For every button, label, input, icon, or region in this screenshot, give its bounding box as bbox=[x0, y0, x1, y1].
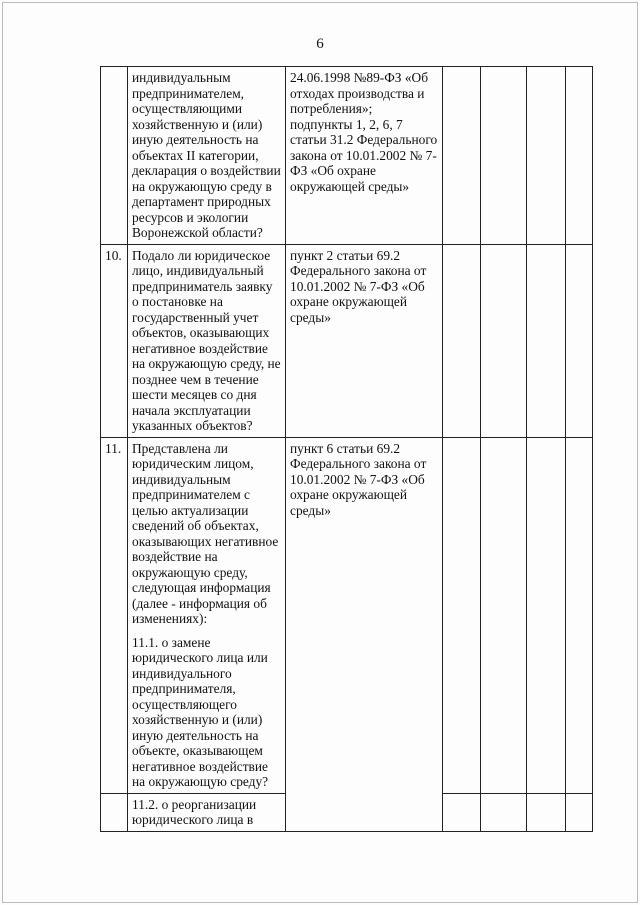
question-cell bbox=[128, 244, 286, 437]
answer-cell bbox=[481, 793, 527, 831]
answer-cell bbox=[566, 437, 593, 793]
question-text: Подало ли юридическое лицо, индивидуальный предприниматель заявку о постановке на государственный учет объектов, оказывающих негативное воздействие на окружающую среду, не позднее чем в течение шести месяцев со дня начала эксплуатации указанных объектов? bbox=[132, 247, 281, 433]
answer-cell bbox=[527, 67, 566, 245]
question-text: 11.2. о реорганизации юридического лица в bbox=[132, 796, 257, 827]
answer-cell bbox=[481, 67, 527, 245]
question-cell bbox=[128, 793, 286, 831]
row-number: 10. bbox=[101, 244, 128, 437]
row-number bbox=[101, 67, 128, 245]
answer-cell bbox=[566, 67, 593, 245]
subquestion-text: 11.1. о замене юридического лица или индивидуального предпринимателя, осуществляющего хозяйственную и (или) иную деятельность на объекте, оказывающем негативное воздействие на окружающую среду? bbox=[132, 634, 269, 789]
question-cell bbox=[128, 67, 286, 245]
answer-cell bbox=[527, 244, 566, 437]
answer-cell bbox=[481, 244, 527, 437]
answer-cell bbox=[527, 437, 566, 793]
answer-cell bbox=[566, 793, 593, 831]
legal-reference: пункт 6 статьи 69.2 Федерального закона от 10.01.2002 № 7-ФЗ «Об охране окружающей среды» bbox=[286, 437, 443, 831]
legal-reference: пункт 2 статьи 69.2 Федерального закона от 10.01.2002 № 7-ФЗ «Об охране окружающей среды» bbox=[286, 244, 443, 437]
table-row bbox=[101, 244, 593, 437]
row-number: 11. bbox=[101, 437, 128, 793]
question-text: Представлена ли юридическим лицом, индивидуальным предпринимателем с целью актуализации сведений об объектах, оказывающих негативное воздействие на окружающую среду, следующая информация (далее - информация об изменениях): bbox=[132, 440, 279, 626]
question-cell bbox=[128, 437, 286, 793]
table-row bbox=[101, 67, 593, 245]
answer-cell bbox=[566, 244, 593, 437]
legal-reference: 24.06.1998 №89-ФЗ «Об отходах производства и потребления»; подпункты 1, 2, 6, 7 статьи 31.2 Федерального закона от 10.01.2002 № 7-ФЗ «Об охране окружающей среды» bbox=[286, 67, 443, 245]
answer-cell bbox=[443, 244, 481, 437]
page-number: 6 bbox=[316, 36, 324, 52]
row-number bbox=[101, 793, 128, 831]
table-row bbox=[101, 437, 593, 793]
answer-cell bbox=[443, 793, 481, 831]
answer-cell bbox=[481, 437, 527, 793]
answer-cell bbox=[443, 67, 481, 245]
question-text: индивидуальным предпринимателем, осуществляющими хозяйственную и (или) иную деятельность на объектах II категории, декларация о воздействии на окружающую среду в департамент природных ресурсов и экологии Воронежской области? bbox=[132, 70, 281, 240]
checklist-table bbox=[100, 66, 593, 832]
answer-cell bbox=[443, 437, 481, 793]
answer-cell bbox=[527, 793, 566, 831]
